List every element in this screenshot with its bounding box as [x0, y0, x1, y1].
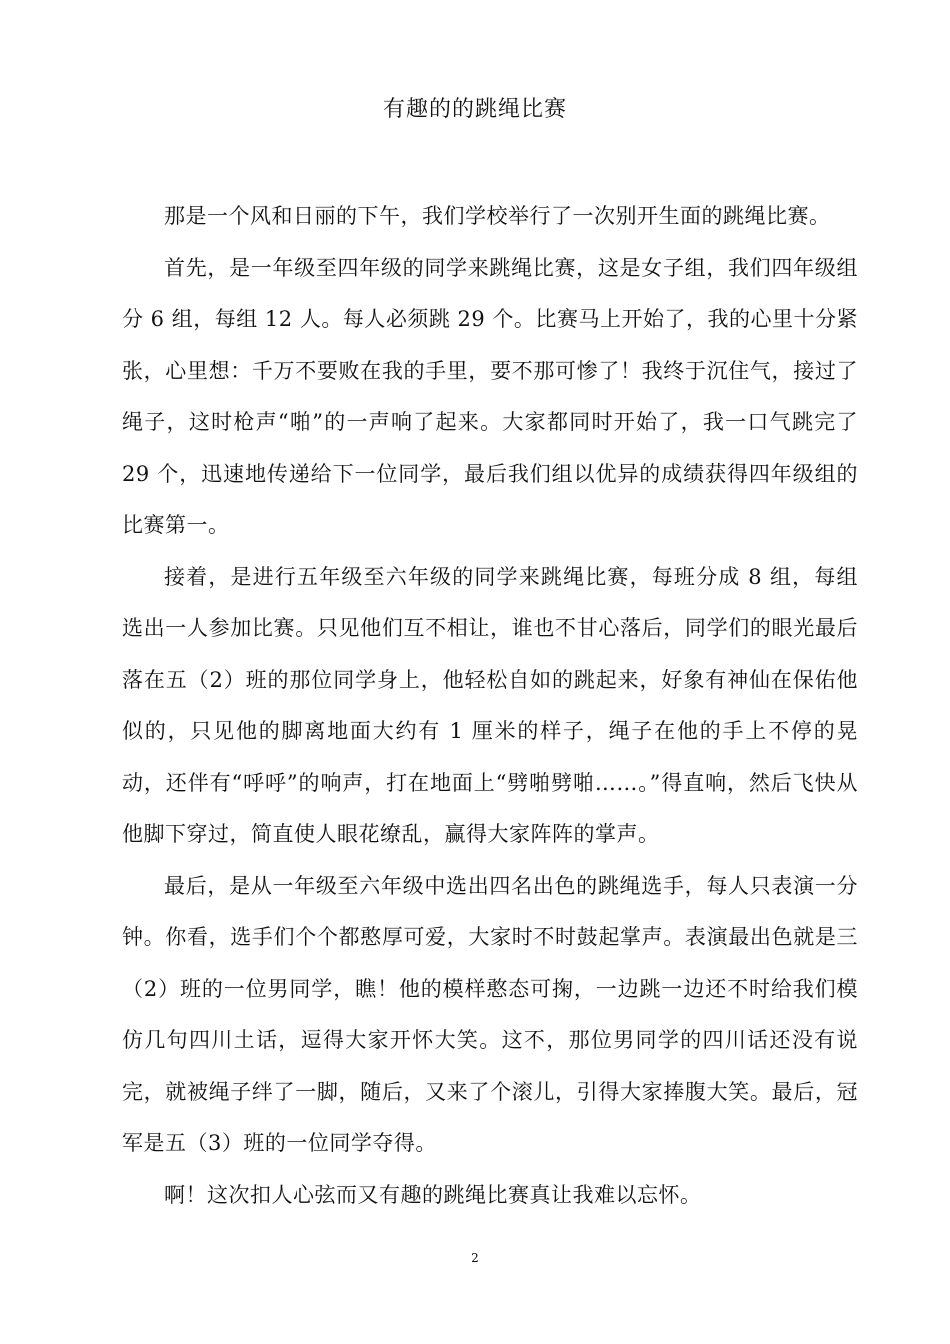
document-title: 有趣的的跳绳比赛 — [382, 97, 567, 122]
paragraph: 首先，是一年级至四年级的同学来跳绳比赛，这是女子组，我们四年级组分 6 组，每组 12 人。每人必须跳 29 个。比赛马上开始了，我的心里十分紧张，心里想：千万不要败在我的手里，要不那可惨了！我终于沉住气，接过了绳子，这时枪声“啪”的一声响了起来。大家都同时开始了，我一口气跳完了 29 个，迅速地传递给下一位同学，最后我们组以优异的成绩获得四年级组的比赛第一。 — [122, 255, 858, 537]
paragraph: 最后，是从一年级至六年级中选出四名出色的跳绳选手，每人只表演一分钟。你看，选手们个个都憨厚可爱，大家时不时鼓起掌声。表演最出色就是三（2）班的一位男同学，瞧！他的模样憨态可掬，一边跳一边还不时给我们模仿几句四川土话，逗得大家开怀大笑。这不，那位男同学的四川话还没有说完，就被绳子绊了一脚，随后，又来了个滚儿，引得大家捧腹大笑。最后，冠军是五（3）班的一位同学夺得。 — [122, 873, 858, 1155]
paragraph: 啊！这次扣人心弦而又有趣的跳绳比赛真让我难以忘怀。 — [164, 1182, 702, 1207]
paragraph: 那是一个风和日丽的下午，我们学校举行了一次别开生面的跳绳比赛。 — [164, 204, 831, 228]
document-body — [122, 191, 858, 1221]
paragraph: 接着，是进行五年级至六年级的同学来跳绳比赛，每班分成 8 组，每组选出一人参加比赛。只见他们互不相让，谁也不甘心落后，同学们的眼光最后落在五（2）班的那位同学身上，他轻松自如的跳起来，好象有神仙在保佑他似的，只见他的脚离地面大约有 1 厘米的样子，绳子在他的手上不停的晃动，还伴有“呼呼”的响声，打在地面上“劈啪劈啪……。”得直响，然后飞快从他脚下穿过，简直使人眼花缭乱，赢得大家阵阵的掌声。 — [122, 564, 858, 846]
page-number: 2 — [471, 1251, 479, 1265]
